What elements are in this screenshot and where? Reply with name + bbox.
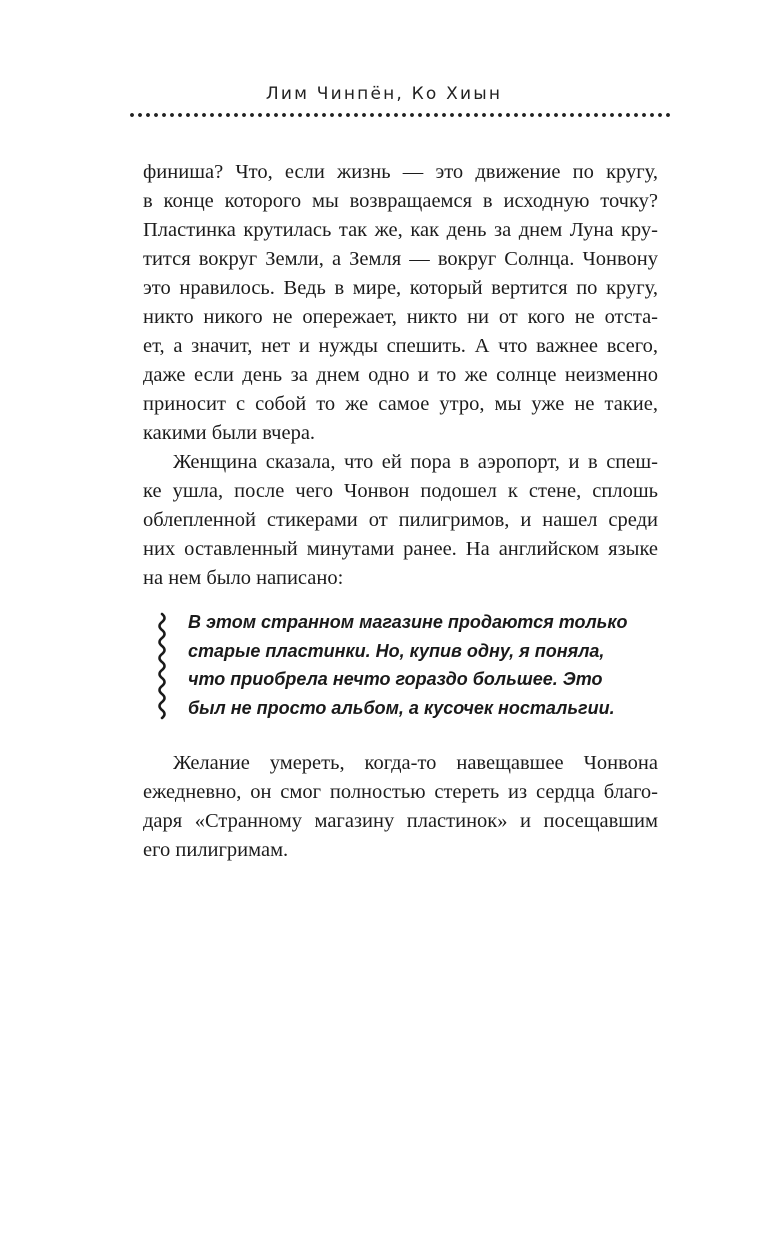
quote-line: старые пластинки. Но, купив одну, я поняла, [188, 640, 605, 661]
quote-line: В этом странном магазине продаются только [188, 612, 628, 632]
text-line: Пластинка крутилась так же, как день за днем Луна кру- [143, 219, 658, 241]
dotted-divider [128, 112, 670, 118]
running-head-authors: Лим Чинпён, Ко Хиын [265, 84, 503, 104]
text-line: даже если день за днем одно и то же солнце неизменно [143, 364, 658, 386]
text-line: на нем было написано: [143, 567, 344, 589]
text-line: ке ушла, после чего Чонвон подошел к стене, сплошь [143, 480, 658, 502]
paragraph-1 [143, 158, 658, 448]
text-line: Желание умереть, когда-то навещавшее Чонвона [173, 752, 658, 774]
text-line: в конце которого мы возвращаемся в исходную точку? [143, 190, 658, 212]
text-line: его пилигримам. [143, 839, 289, 861]
wavy-quote-bar [156, 612, 168, 722]
text-line: приносит с собой то же самое утро, мы уже не такие, [143, 393, 658, 415]
quote-text [188, 608, 658, 722]
text-line: даря «Странному магазину пластинок» и посещавшим [143, 810, 658, 832]
text-line: них оставленный минутами ранее. На английском языке [143, 538, 658, 560]
paragraph-3 [143, 749, 658, 865]
quote-line: был не просто альбом, а кусочек ностальгии. [188, 697, 615, 718]
text-line: никто никого не опережает, никто ни от кого не отста- [143, 306, 658, 328]
text-line: облепленной стикерами от пилигримов, и нашел среди [143, 509, 658, 531]
body-text-upper [143, 158, 658, 593]
quote-line: что приобрела нечто гораздо большее. Это [188, 669, 603, 689]
text-line: ежедневно, он смог полностью стереть из сердца благо- [143, 781, 658, 803]
body-text-lower [143, 749, 658, 865]
text-line: какими были вчера. [143, 422, 316, 444]
text-line: это нравилось. Ведь в мире, который вертится по кругу, [143, 277, 658, 299]
text-line: Женщина сказала, что ей пора в аэропорт, и в спеш- [173, 451, 658, 473]
text-line: финиша? Что, если жизнь — это движение по кругу, [143, 161, 658, 183]
text-line: ет, а значит, нет и нужды спешить. А что важнее всего, [143, 335, 658, 357]
text-line: тится вокруг Земли, а Земля — вокруг Солнца. Чонвону [143, 248, 658, 270]
paragraph-2 [143, 448, 658, 593]
